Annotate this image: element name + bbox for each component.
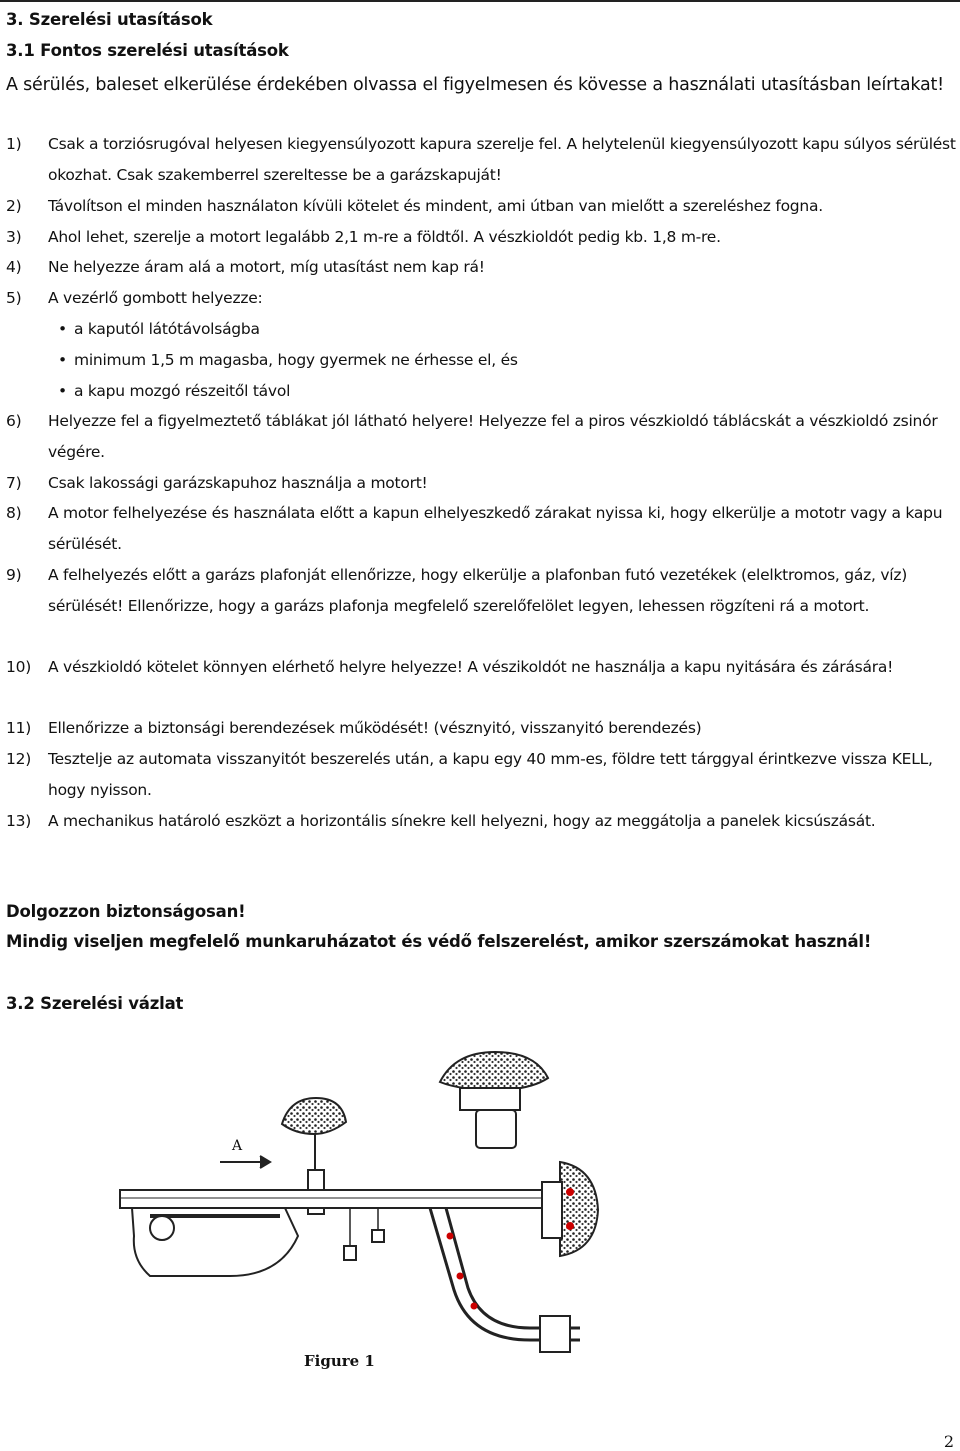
item-number: 7) [6,474,22,492]
bullet-dot: • [58,351,67,369]
section-title: 3. Szerelési utasítások [6,10,213,29]
wall-mount-cap [560,1162,598,1256]
item-number: 13) [6,812,32,830]
bullet-text: a kaputól látótávolságba [74,320,260,338]
ceiling-bracket [460,1088,520,1110]
bullet-text: a kapu mozgó részeitől távol [74,382,291,400]
item-number: 6) [6,412,22,430]
arm-bolt [472,1304,477,1309]
support-mount-cap [282,1098,346,1134]
arm-bolt [448,1234,453,1239]
item-text: A felhelyezés előtt a garázs plafonját ellenőrizze, hogy elkerülje a plafonban futó vezetékek (elelktromos, gáz, víz) sérülését! Ellenőrizze, hogy a garázs plafonja megfelelő szerelőfelölet legyen, lehessen rögzíteni rá a motort. [48,566,908,615]
item-text: Ahol lehet, szerelje a motort legalább 2,1 m-re a földtől. A vészkioldót pedig kb. 1,8 m-re. [48,228,721,246]
item-text: A motor felhelyezése és használata előtt a kapun elhelyeszkedő zárakat nyissa ki, hogy elkerülje a mototr vagy a kapu sérülését. [48,504,943,553]
item-number: 1) [6,135,22,153]
item-number: 12) [6,750,32,768]
rail [120,1190,550,1208]
item-text: Csak a torziósrugóval helyesen kiegyensúlyozott kapura szerelje fel. A helytelenül kiegyensúlyozott kapu súlyos sérülést okozhat. Csak szakemberrel szereltesse be a garázskapuját! [48,135,956,184]
item-number: 5) [6,289,22,307]
list-item [6,744,956,806]
item-text: Ne helyezze áram alá a motort, míg utasítást nem kap rá! [48,258,485,276]
wall-bracket [542,1182,562,1238]
direction-arrowhead [260,1156,270,1168]
item-text: Csak lakossági garázskapuhoz használja a motort! [48,474,428,492]
item-number: 2) [6,197,22,215]
bullet-dot: • [58,382,67,400]
list-item [6,406,956,468]
release-handle-2 [372,1230,384,1242]
item-text: A vezérlő gombott helyezze: [48,289,263,307]
ceiling-bracket-lower [476,1110,516,1148]
list-item [6,652,956,714]
subsection-title-sketch: 3.2 Szerelési vázlat [6,994,184,1013]
list-item [6,129,956,191]
item-number: 4) [6,258,22,276]
figure-arrow-label: A [232,1138,243,1154]
item-number: 9) [6,566,22,584]
bullet-dot: • [58,320,67,338]
subsection-title-important: 3.1 Fontos szerelési utasítások [6,41,289,60]
safety-warning-2: Mindig viseljen megfelelő munkaruházatot és védő felszerelést, amikor szerszámokat használ! [6,932,872,951]
item-number: 8) [6,504,22,522]
item-number: 10) [6,658,32,676]
item-text: Távolítson el minden használaton kívüli kötelet és mindent, ami útban van mielőtt a szereléshez fogna. [48,197,823,215]
item-text: Ellenőrizze a biztonsági berendezések működését! (vésznyitó, visszanyitó berendezés) [48,719,702,737]
list-item [6,498,956,560]
page-number: 2 [943,1432,954,1451]
arm-bolt [458,1274,463,1279]
list-item [6,806,956,868]
item-number: 11) [6,719,32,737]
ceiling-mount-cap [440,1052,548,1090]
door-bracket [540,1316,570,1352]
bullet-text: minimum 1,5 m magasba, hogy gyermek ne érhesse el, és [74,351,518,369]
release-handle [344,1246,356,1260]
item-text: A vészkioldó kötelet könnyen elérhető helyre helyezze! A vészikoldót ne használja a kapu nyitására és zárására! [48,658,894,676]
motor-drive [150,1216,174,1240]
top-rule [0,0,960,2]
safety-warning-1: Dolgozzon biztonságosan! [6,902,246,921]
item-number: 3) [6,228,22,246]
installation-figure [110,1040,610,1380]
intro-paragraph: A sérülés, baleset elkerülése érdekében olvassa el figyelmesen és kövesse a használati utasításban leírtakat! [6,75,944,95]
item-text: Tesztelje az automata visszanyitót beszerelés után, a kapu egy 40 mm-es, földre tett tárggyal érintkezve vissza KELL, hogy nyisson. [48,750,933,799]
item-text: Helyezze fel a figyelmeztető táblákat jól látható helyere! Helyezze fel a piros vészkioldó táblácskát a vészkioldó zsinór végére. [48,412,938,461]
list-item [6,560,956,653]
wall-bolt [567,1189,573,1195]
wall-bolt [567,1223,573,1229]
figure-caption: Figure 1 [304,1352,375,1370]
item-text: A mechanikus határoló eszközt a horizontális sínekre kell helyezni, hogy az meggátolja a panelek kicsúszását. [48,812,876,830]
